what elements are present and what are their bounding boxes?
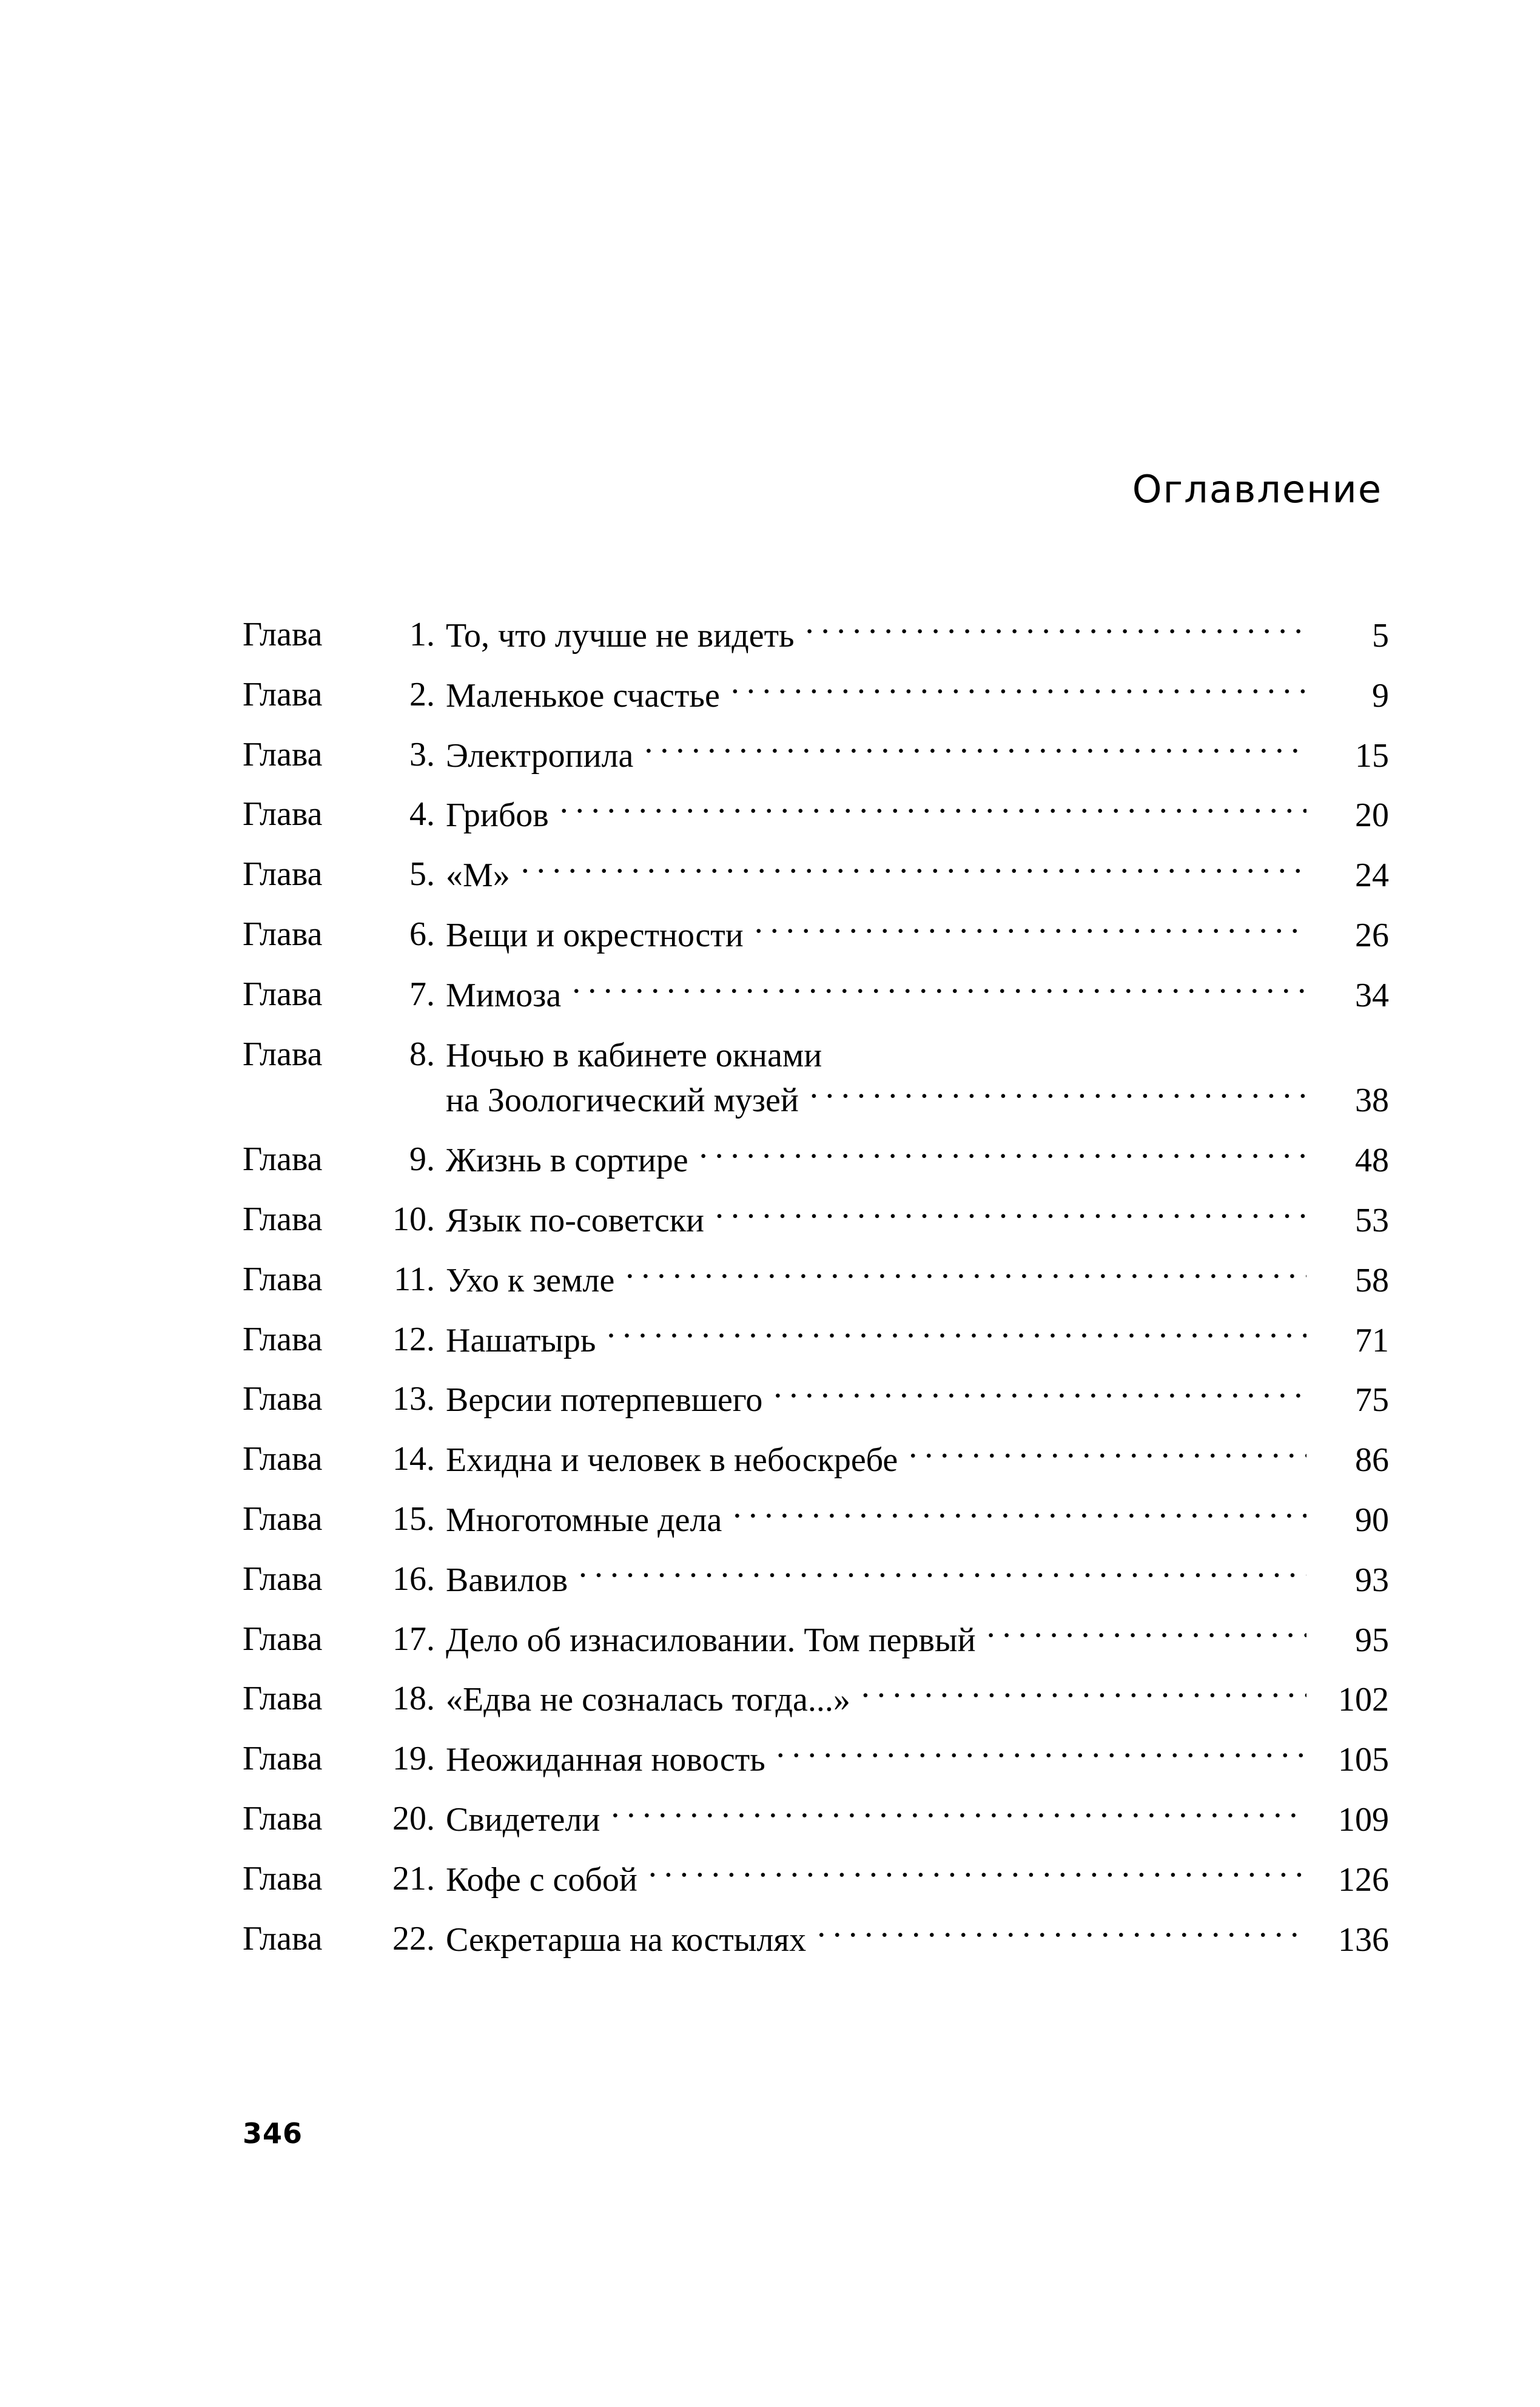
toc-entry-title: Мимоза (446, 976, 562, 1014)
toc-entry-body (446, 912, 1389, 958)
toc-entry-page: 136 (1338, 1921, 1389, 1959)
toc-entry-title: Неожиданная новость (446, 1741, 765, 1779)
toc-entry-page: 48 (1355, 1142, 1389, 1180)
toc-entry-body (446, 1137, 1389, 1183)
toc-leader-dots (715, 1197, 1306, 1231)
toc-chapter-word: Глава (243, 915, 323, 953)
toc-entry-body (446, 1197, 1389, 1243)
toc-entry[interactable] (243, 972, 1389, 1018)
toc-entry-body (446, 792, 1389, 838)
toc-leader-dots (861, 1677, 1306, 1711)
toc-entry-page: 26 (1355, 916, 1389, 954)
toc-chapter-word: Глава (243, 975, 323, 1013)
toc-chapter-word: Глава (243, 1200, 323, 1238)
toc-entry[interactable] (243, 1677, 1389, 1722)
toc-entry-number: 22. (392, 1919, 435, 1958)
toc-entry[interactable] (243, 733, 1389, 778)
toc-leader-dots (607, 1318, 1306, 1352)
toc-entry-body (446, 613, 1389, 658)
toc-chapter-word: Глава (243, 616, 323, 653)
toc-entry-title: Жизнь в сортире (446, 1142, 688, 1180)
toc-entry[interactable] (243, 1917, 1389, 1962)
toc-leader-dots (776, 1737, 1306, 1771)
toc-title-line (446, 1032, 1389, 1078)
toc-entry-page: 95 (1355, 1621, 1389, 1659)
toc-entry-page: 53 (1355, 1201, 1389, 1239)
toc-leader-dots (755, 912, 1306, 946)
toc-entry-body (446, 1257, 1389, 1303)
toc-entry-title: Версии потерпевшего (446, 1381, 763, 1419)
toc-entry-number: 7. (409, 975, 435, 1013)
toc-entry-page: 58 (1355, 1261, 1389, 1299)
toc-entry-number: 12. (392, 1320, 435, 1358)
table-of-contents (243, 613, 1389, 1976)
toc-entry-number: 16. (392, 1560, 435, 1598)
toc-entry[interactable] (243, 613, 1389, 658)
toc-entry[interactable] (243, 1257, 1389, 1303)
toc-entry-title: Секретарша на костылях (446, 1921, 807, 1959)
toc-entry-title: Вещи и окрестности (446, 916, 744, 954)
toc-leader-dots (699, 1137, 1306, 1171)
toc-leader-dots (731, 673, 1306, 707)
toc-entry-body (446, 1557, 1389, 1603)
toc-entry-page: 86 (1355, 1441, 1389, 1480)
toc-entry-body (446, 1318, 1389, 1363)
toc-entry-title-continued: на Зоологический музей (446, 1082, 799, 1120)
toc-entry-body (446, 1617, 1389, 1663)
toc-entry-number: 10. (392, 1200, 435, 1238)
toc-chapter-word: Глава (243, 1560, 323, 1598)
toc-entry-page: 102 (1338, 1681, 1389, 1719)
toc-chapter-word: Глава (243, 795, 323, 833)
toc-chapter-word: Глава (243, 1035, 323, 1073)
toc-entry[interactable] (243, 792, 1389, 838)
toc-title-line (446, 1077, 1389, 1123)
toc-entry-body (446, 1677, 1389, 1722)
toc-chapter-word: Глава (243, 1680, 323, 1718)
toc-leader-dots (572, 972, 1306, 1006)
toc-entry-page: 38 (1355, 1082, 1389, 1120)
toc-entry-body (446, 852, 1389, 898)
toc-leader-dots (909, 1437, 1306, 1471)
toc-entry-page: 5 (1372, 617, 1389, 655)
toc-entry-title: Маленькое счастье (446, 676, 720, 715)
toc-entry-body (446, 1497, 1389, 1543)
toc-chapter-word: Глава (243, 675, 323, 713)
toc-entry-title: Грибов (446, 796, 549, 835)
toc-entry-number: 3. (409, 735, 435, 773)
toc-entry-page: 109 (1338, 1800, 1389, 1839)
toc-leader-dots (773, 1377, 1306, 1411)
toc-leader-dots (579, 1557, 1306, 1591)
toc-chapter-word: Глава (243, 1380, 323, 1418)
toc-entry-page: 105 (1338, 1741, 1389, 1779)
toc-entry-body (446, 972, 1389, 1018)
toc-entry[interactable] (243, 1318, 1389, 1363)
toc-entry[interactable] (243, 1437, 1389, 1483)
toc-entry-page: 15 (1355, 736, 1389, 775)
toc-entry-number: 15. (392, 1500, 435, 1538)
toc-entry-body (446, 733, 1389, 778)
toc-leader-dots (625, 1257, 1306, 1291)
toc-entry[interactable] (243, 1137, 1389, 1183)
toc-entry-title: Свидетели (446, 1800, 600, 1839)
toc-chapter-word: Глава (243, 1440, 323, 1478)
toc-leader-dots (833, 1032, 1306, 1066)
toc-entry-title: То, что лучше не видеть (446, 617, 795, 655)
toc-entry-number: 14. (392, 1440, 435, 1478)
toc-entry-number: 9. (409, 1140, 435, 1179)
toc-entry-title: Многотомные дела (446, 1501, 722, 1539)
toc-leader-dots (817, 1917, 1306, 1951)
toc-entry-body (446, 1737, 1389, 1782)
toc-entry-body (446, 1032, 1389, 1123)
toc-entry[interactable] (243, 1497, 1389, 1543)
toc-leader-dots (560, 792, 1306, 826)
toc-chapter-word: Глава (243, 1919, 323, 1958)
toc-entry-title: Кофе с собой (446, 1860, 637, 1899)
toc-chapter-word: Глава (243, 1260, 323, 1298)
toc-entry[interactable] (243, 1032, 1389, 1123)
toc-entry-body (446, 1797, 1389, 1842)
toc-leader-dots (987, 1617, 1306, 1651)
toc-chapter-word: Глава (243, 1740, 323, 1778)
toc-entry-page: 20 (1355, 796, 1389, 835)
toc-entry[interactable] (243, 1857, 1389, 1902)
toc-entry[interactable] (243, 912, 1389, 958)
toc-entry[interactable] (243, 1797, 1389, 1842)
toc-leader-dots (733, 1497, 1306, 1531)
toc-entry-number: 8. (409, 1035, 435, 1073)
page-number: 346 (243, 2117, 303, 2150)
toc-entry-title: Ночью в кабинете окнами (446, 1036, 822, 1074)
toc-entry[interactable] (243, 1197, 1389, 1243)
toc-entry-number: 2. (409, 675, 435, 713)
toc-entry-number: 17. (392, 1620, 435, 1658)
toc-entry-title: Дело об изнасиловании. Том первый (446, 1621, 976, 1659)
toc-entry-number: 13. (392, 1380, 435, 1418)
toc-entry-number: 6. (409, 915, 435, 953)
toc-entry[interactable] (243, 1737, 1389, 1782)
toc-entry-page: 34 (1355, 976, 1389, 1014)
toc-leader-dots (521, 852, 1306, 886)
toc-entry-page: 93 (1355, 1561, 1389, 1599)
toc-entry-page: 9 (1372, 676, 1389, 715)
toc-chapter-word: Глава (243, 1140, 323, 1179)
toc-entry-body (446, 673, 1389, 718)
toc-entry[interactable] (243, 1377, 1389, 1422)
toc-entry-title: Ухо к земле (446, 1261, 615, 1299)
toc-entry[interactable] (243, 1557, 1389, 1603)
toc-leader-dots (611, 1797, 1306, 1831)
toc-entry-body (446, 1857, 1389, 1902)
toc-entry-number: 20. (392, 1799, 435, 1837)
toc-chapter-word: Глава (243, 855, 323, 894)
toc-leader-dots (648, 1857, 1306, 1891)
page-title: Оглавление (1132, 467, 1382, 511)
toc-entry[interactable] (243, 673, 1389, 718)
toc-entry-number: 5. (409, 855, 435, 894)
toc-entry-number: 18. (392, 1680, 435, 1718)
toc-chapter-word: Глава (243, 1799, 323, 1837)
toc-entry-title: Электропила (446, 736, 634, 775)
toc-entry-page: 24 (1355, 857, 1389, 895)
toc-entry-title: «Едва не созналась тогда...» (446, 1681, 850, 1719)
toc-entry-number: 1. (409, 616, 435, 653)
toc-leader-dots (805, 613, 1306, 647)
toc-entry-title: «М» (446, 857, 510, 895)
toc-entry[interactable] (243, 1617, 1389, 1663)
toc-entry-number: 19. (392, 1740, 435, 1778)
toc-entry-number: 11. (394, 1260, 435, 1298)
toc-entry-title: Нашатырь (446, 1321, 596, 1359)
toc-entry-page: 71 (1355, 1321, 1389, 1359)
toc-entry-page: 126 (1338, 1860, 1389, 1899)
toc-entry-number: 4. (409, 795, 435, 833)
toc-entry-number: 21. (392, 1859, 435, 1897)
toc-leader-dots (644, 733, 1306, 767)
toc-entry-body (446, 1437, 1389, 1483)
toc-entry-body (446, 1377, 1389, 1422)
toc-entry-page: 90 (1355, 1501, 1389, 1539)
toc-chapter-word: Глава (243, 735, 323, 773)
toc-entry-page: 75 (1355, 1381, 1389, 1419)
toc-entry[interactable] (243, 852, 1389, 898)
toc-chapter-word: Глава (243, 1500, 323, 1538)
toc-chapter-word: Глава (243, 1859, 323, 1897)
toc-chapter-word: Глава (243, 1620, 323, 1658)
toc-entry-title: Язык по-советски (446, 1201, 704, 1239)
toc-leader-dots (810, 1077, 1306, 1111)
toc-chapter-word: Глава (243, 1320, 323, 1358)
toc-entry-title: Вавилов (446, 1561, 568, 1599)
toc-entry-body (446, 1917, 1389, 1962)
toc-entry-title: Ехидна и человек в небоскребе (446, 1441, 898, 1480)
